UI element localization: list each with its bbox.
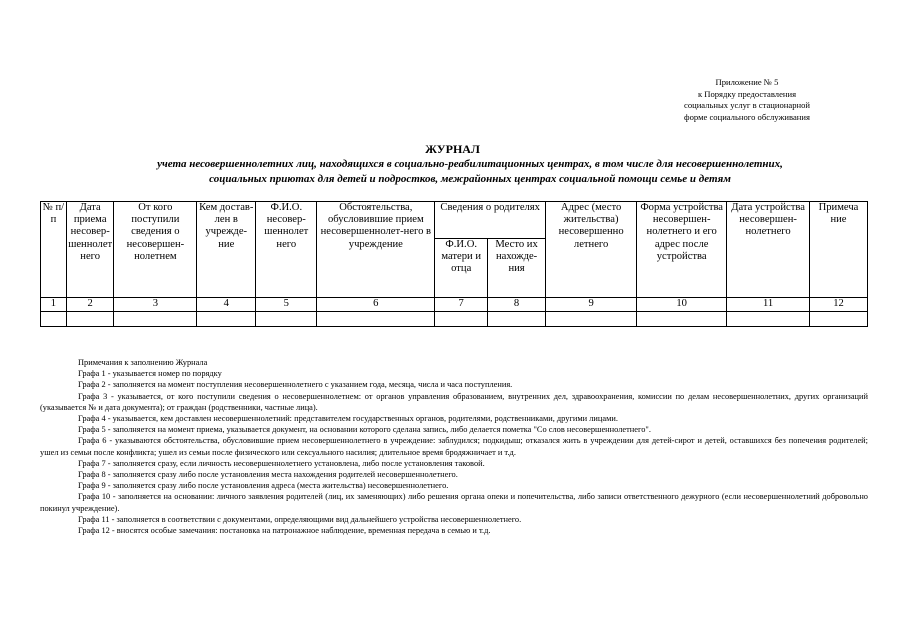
header-num: № п/п <box>41 202 67 298</box>
column-number: 3 <box>114 298 197 312</box>
column-number: 10 <box>637 298 727 312</box>
column-number: 4 <box>197 298 256 312</box>
empty-cell <box>256 312 317 327</box>
column-number: 2 <box>66 298 114 312</box>
journal-table <box>40 201 868 327</box>
note-item: Графа 8 - заполняется сразу либо после установления места нахождения родителей несовершеннолетнего. <box>78 470 458 480</box>
note-item: Графа 9 - заполняется сразу либо после установления адреса (места жительства) несовершеннолетнего. <box>78 481 449 491</box>
header-placement-date: Дата устройства несовершен-нолетнего <box>727 202 810 298</box>
appendix-line: форме социального обслуживания <box>684 111 810 122</box>
empty-cell <box>488 312 546 327</box>
empty-cell <box>637 312 727 327</box>
column-number: 9 <box>546 298 637 312</box>
appendix-line: Приложение № 5 <box>715 77 779 87</box>
header-parents-name: Ф.И.О. матери и отца <box>435 239 488 298</box>
notes-section <box>40 357 868 536</box>
empty-cell <box>727 312 810 327</box>
header-row <box>41 202 868 239</box>
document-title: ЖУРНАЛ <box>425 142 480 156</box>
empty-cell <box>41 312 67 327</box>
empty-cell <box>197 312 256 327</box>
column-number: 7 <box>435 298 488 312</box>
empty-cell <box>114 312 197 327</box>
subtitle-line: учета несовершеннолетних лиц, находящихся в социально-реабилитационных центрах, в том числе для несовершеннолетних, <box>157 158 783 170</box>
header-date-received: Дата приема несовер-шеннолет него <box>66 202 114 298</box>
note-item: Графа 4 - указывается, кем доставлен несовершеннолетний: представителем государственных органов, родителями, родственниками, другими лицами. <box>78 414 618 424</box>
note-item: Графа 11 - заполняется в соответствии с документами, определяющими вид дальнейшего устройства несовершеннолетнего. <box>78 514 522 524</box>
header-circumstances: Обстоятельства, обусловившие прием несовершеннолет-него в учреждение <box>317 202 435 298</box>
empty-cell <box>546 312 637 327</box>
empty-cell <box>435 312 488 327</box>
column-number: 6 <box>317 298 435 312</box>
subtitle-line: социальных приютах для детей и подростков, межрайонных центрах социальной помощи семье и детям <box>209 173 731 185</box>
appendix-reference <box>684 77 810 123</box>
column-number: 8 <box>488 298 546 312</box>
header-placement-form: Форма устройства несовершен-нолетнего и его адрес после устройства <box>637 202 727 298</box>
header-note: Примеча ние <box>809 202 867 298</box>
note-item: Графа 12 - вносятся особые замечания: постановка на патронажное наблюдение, временная передача в семью и т.д. <box>78 526 491 536</box>
header-parents-location: Место их нахожде-ния <box>488 239 546 298</box>
header-delivered-by: Кем достав-лен в учрежде-ние <box>197 202 256 298</box>
empty-entry-row <box>41 312 868 327</box>
column-number: 1 <box>41 298 67 312</box>
appendix-line: социальных услуг в стационарной <box>684 100 810 111</box>
header-parents-info: Сведения о родителях <box>435 202 546 239</box>
note-item: Графа 2 - заполняется на момент поступления несовершеннолетнего с указанием года, месяца, числа и часа поступления. <box>78 380 513 390</box>
column-number: 5 <box>256 298 317 312</box>
empty-cell <box>66 312 114 327</box>
note-item: Графа 10 - заполняется на основании: личного заявления родителей (лиц, их заменяющих) либо решения органа опеки и попечительства, либо записи ответственного дежурного (если несовершеннолетний добровольно покинул учреждение). <box>40 492 868 513</box>
column-number-row <box>41 298 868 312</box>
header-from-whom: От кого поступили сведения о несовершен-нолетнем <box>114 202 197 298</box>
notes-heading: Примечания к заполнению Журнала <box>78 358 208 367</box>
empty-cell <box>317 312 435 327</box>
note-item: Графа 5 - заполняется на момент приема, указывается документ, на основании которого сделана запись, либо делается пометка "Со слов несовершеннолетнего". <box>78 425 651 435</box>
note-item: Графа 7 - заполняется сразу, если личность несовершеннолетнего установлена, либо после установления таковой. <box>78 458 485 468</box>
document-subtitle <box>60 157 880 187</box>
note-item: Графа 6 - указываются обстоятельства, обусловившие прием несовершеннолетнего в учреждение: заблудился; подкидыш; отказался жить в учреждении для детей-сирот и детей, оставшихся без попечения родителей; ушел из семьи после конфликта; ушел из семьи после физического или сексуального насилия; длительное время бродяжничает и т.д. <box>40 436 868 457</box>
column-number: 11 <box>727 298 810 312</box>
note-item: Графа 3 - указывается, от кого поступили сведения о несовершеннолетнем: от органов управления образованием, внутренних дел, здравоохранения, комиссии по делам несовершеннолетних, других организаций (указывается № и дата документа); от граждан (родственники, частные лица). <box>40 391 868 412</box>
header-address: Адрес (место жительства) несовершенно летнего <box>546 202 637 298</box>
note-item: Графа 1 - указывается номер по порядку <box>78 369 222 379</box>
appendix-line: к Порядку предоставления <box>697 88 797 99</box>
header-full-name: Ф.И.О. несовер-шеннолет него <box>256 202 317 298</box>
column-number: 12 <box>809 298 867 312</box>
empty-cell <box>809 312 867 327</box>
